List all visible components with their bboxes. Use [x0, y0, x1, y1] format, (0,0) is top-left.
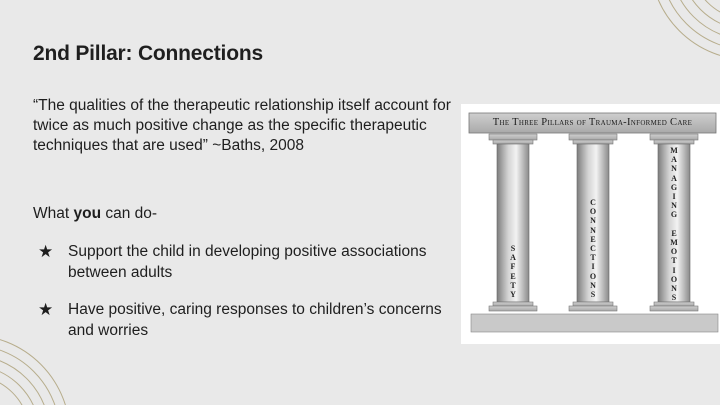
pillar-label-letter: E — [510, 271, 516, 281]
list-item — [33, 299, 443, 341]
pillar-label-letter: Y — [510, 290, 516, 300]
pillars-banner-title: The Three Pillars of Trauma-Informed Care — [492, 117, 693, 128]
star-icon: ★ — [38, 300, 54, 319]
pillar-label-letter: T — [590, 253, 596, 263]
pillar-label-letter: E — [590, 234, 596, 244]
pillar-label-letter: M — [670, 238, 678, 248]
pillar-label-letter: C — [590, 198, 596, 207]
pillar-label-managing-emotions — [670, 146, 678, 302]
pillar-label-letter: G — [670, 210, 678, 220]
pillar-label-letter: A — [671, 155, 677, 165]
pillar-label-connections — [589, 198, 597, 299]
pillar-label-letter: O — [589, 207, 597, 217]
slide-title: 2nd Pillar: Connections — [33, 42, 263, 65]
list-item — [33, 241, 443, 283]
pillar-label-letter — [673, 220, 675, 229]
pillar-label-letter: F — [510, 262, 516, 272]
what-prefix: What — [33, 205, 74, 222]
action-list — [33, 241, 443, 357]
pillar-label-letter: A — [510, 253, 516, 263]
pillar-label-letter: I — [591, 262, 595, 272]
pillar-label-letter: I — [672, 265, 676, 275]
list-item-text: Support the child in developing positive associations between adults — [68, 243, 427, 281]
pillar-label-letter: T — [671, 256, 677, 266]
pillar-label-letter: N — [590, 216, 596, 226]
three-pillars-figure — [461, 104, 720, 344]
pillar-label-letter: N — [671, 284, 677, 294]
pillar-label-letter: N — [671, 201, 677, 211]
pillar-label-letter: O — [589, 271, 597, 281]
quote-text: “The qualities of the therapeutic relationship itself account for twice as much positive change as the specific therapeutic techniques that are used” ~Baths, 2008 — [33, 97, 451, 154]
corner-arc-decoration — [610, 0, 720, 80]
pillar-label-letter: N — [671, 164, 677, 174]
star-icon: ★ — [38, 242, 54, 261]
what-you-can-do-heading — [33, 204, 157, 224]
list-item-text: Have positive, caring responses to children’s concerns and worries — [68, 301, 442, 339]
pillar-label-letter: A — [671, 173, 677, 183]
pillar-label-safety — [509, 244, 517, 299]
pillar-label-letter: C — [590, 244, 596, 254]
pillar-label-letter: M — [670, 146, 678, 155]
pillar-label-letter: G — [670, 182, 678, 192]
pillar-label-letter: E — [671, 228, 677, 238]
pillar-label-letter: S — [671, 293, 677, 303]
pillar-label-letter: I — [672, 192, 676, 202]
pillar-label-letter: S — [590, 290, 596, 300]
pillar-label-letter: N — [590, 280, 596, 290]
pillar-label-letter: S — [510, 244, 516, 253]
pillar-label-letter: N — [590, 225, 596, 235]
pillar-label-letter: O — [670, 274, 678, 284]
what-suffix: can do- — [101, 205, 158, 222]
pillar-label-letter: T — [510, 280, 516, 290]
foundation-slab — [471, 314, 718, 332]
pillar-label-letter: O — [670, 247, 678, 257]
what-emphasis: you — [73, 205, 102, 222]
